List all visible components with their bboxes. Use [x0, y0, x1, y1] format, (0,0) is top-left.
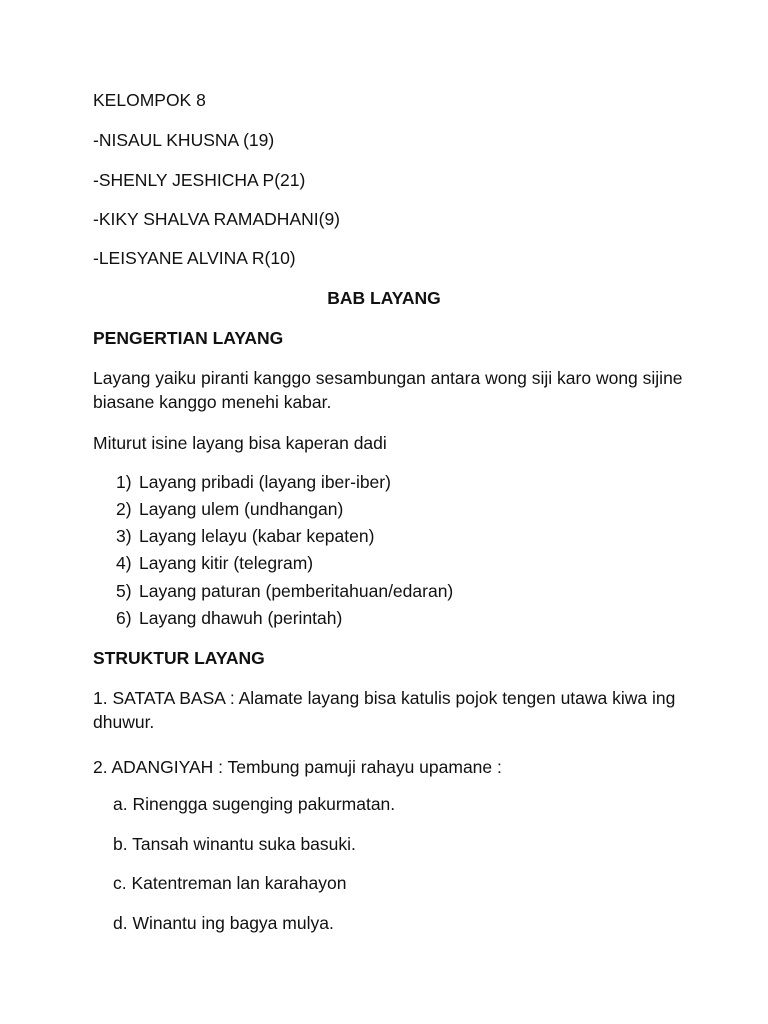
list-item: 6) Layang dhawuh (perintah) [116, 608, 343, 628]
sub-item-b: b. Tansah winantu suka basuki. [113, 834, 356, 854]
list-item: 5) Layang paturan (pemberitahuan/edaran) [116, 581, 454, 601]
group-name: KELOMPOK 8 [93, 90, 206, 110]
member-1: -NISAUL KHUSNA (19) [93, 130, 275, 150]
structure-heading: STRUKTUR LAYANG [93, 648, 265, 668]
sub-item-a: a. Rinengga sugenging pakurmatan. [113, 794, 396, 814]
sub-item-d: d. Winantu ing bagya mulya. [113, 913, 334, 933]
member-2: -SHENLY JESHICHA P(21) [93, 170, 306, 190]
types-intro: Miturut isine layang bisa kaperan dadi [93, 433, 387, 453]
definition-text: Layang yaiku piranti kanggo sesambungan antara wong siji karo wong sijine biasane kanggo menehi kabar. [93, 368, 683, 412]
list-item: 4) Layang kitir (telegram) [116, 553, 314, 573]
structure-item-2: 2. ADANGIYAH : Tembung pamuji rahayu upamane : [93, 757, 502, 777]
structure-item-1: 1. SATATA BASA : Alamate layang bisa katulis pojok tengen utawa kiwa ing dhuwur. [93, 688, 676, 732]
member-4: -LEISYANE ALVINA R(10) [93, 248, 296, 268]
list-item: 1) Layang pribadi (layang iber-iber) [116, 472, 391, 492]
sub-item-c: c. Katentreman lan karahayon [113, 873, 347, 893]
member-3: -KIKY SHALVA RAMADHANI(9) [93, 209, 341, 229]
definition-heading: PENGERTIAN LAYANG [93, 328, 284, 348]
document-title: BAB LAYANG [327, 288, 441, 308]
list-item: 2) Layang ulem (undhangan) [116, 499, 344, 519]
list-item: 3) Layang lelayu (kabar kepaten) [116, 526, 375, 546]
